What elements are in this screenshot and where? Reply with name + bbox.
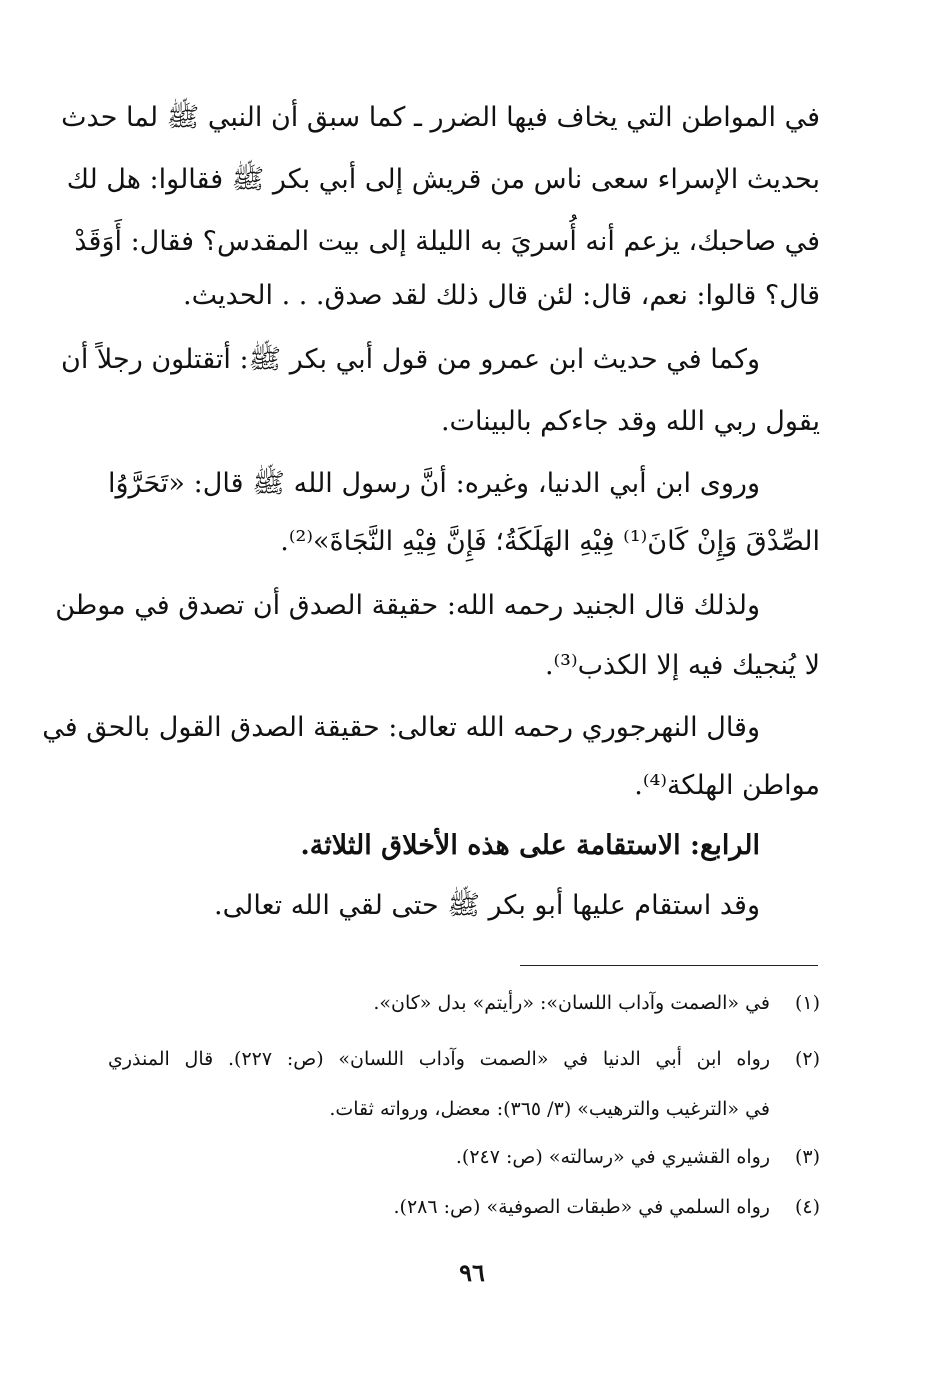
footnote-number: (١) [794,992,820,1014]
footnote-text: في «الترغيب والترهيب» (٣/ ٣٦٥): معضل، ورواته ثقات. [329,1098,770,1120]
body-line: مواطن الهلكة⁽⁴⁾. [634,770,820,801]
section-heading [108,826,760,866]
body-line: في صاحبك، يزعم أنه أُسريَ به الليلة إلى بيت المقدس؟ فقال: أَوَقَدْ [74,226,820,257]
body-line: وقال النهرجوري رحمه الله تعالى: حقيقة الصدق القول بالحق في [42,712,760,743]
footnote-number: (٤) [794,1196,820,1218]
body-line: في المواطن التي يخاف فيها الضرر ـ كما سبق أن النبي ﷺ لما حدث [61,102,820,133]
footnote-text: رواه ابن أبي الدنيا في «الصمت وآداب اللسان» (ص: ٢٢٧). قال المنذري [108,1048,771,1070]
heading-text: الرابع: الاستقامة على هذه الأخلاق الثلاثة. [300,830,760,861]
body-line: لا يُنجيك فيه إلا الكذب⁽³⁾. [544,650,820,681]
body-line: وقد استقام عليها أبو بكر ﷺ حتى لقي الله تعالى. [214,890,760,921]
footnote-text: رواه القشيري في «رسالته» (ص: ٢٤٧). [455,1146,770,1168]
footnote-text: في «الصمت وآداب اللسان»: «رأيتم» بدل «كان». [373,992,770,1014]
body-line: قال؟ قالوا: نعم، قال: لئن قال ذلك لقد صدق. . . الحديث. [183,280,820,311]
footnote-number: (٢) [794,1048,820,1070]
body-line: ولذلك قال الجنيد رحمه الله: حقيقة الصدق أن تصدق في موطن [55,590,760,621]
body-line: يقول ربي الله وقد جاءكم بالبينات. [440,406,820,437]
footnote-number: (٣) [794,1146,820,1168]
body-line: وكما في حديث ابن عمرو من قول أبي بكر ﷺ: أتقتلون رجلاً أن [61,344,760,375]
page-number: ٩٦ [459,1258,485,1287]
body-line: وروى ابن أبي الدنيا، وغيره: أنَّ رسول الله ﷺ قال: «تَحَرَّوُا [108,468,760,499]
body-line: بحديث الإسراء سعى ناس من قريش إلى أبي بكر ﷺ فقالوا: هل لك [66,164,820,195]
body-line: الصِّدْقَ وَإِنْ كَانَ⁽¹⁾ فِيْهِ الهَلَكَةُ؛ فَإِنَّ فِيْهِ النَّجَاةَ»⁽²⁾. [280,526,820,557]
footnote-separator [520,965,818,966]
footnote-text: رواه السلمي في «طبقات الصوفية» (ص: ٢٨٦). [393,1196,770,1218]
